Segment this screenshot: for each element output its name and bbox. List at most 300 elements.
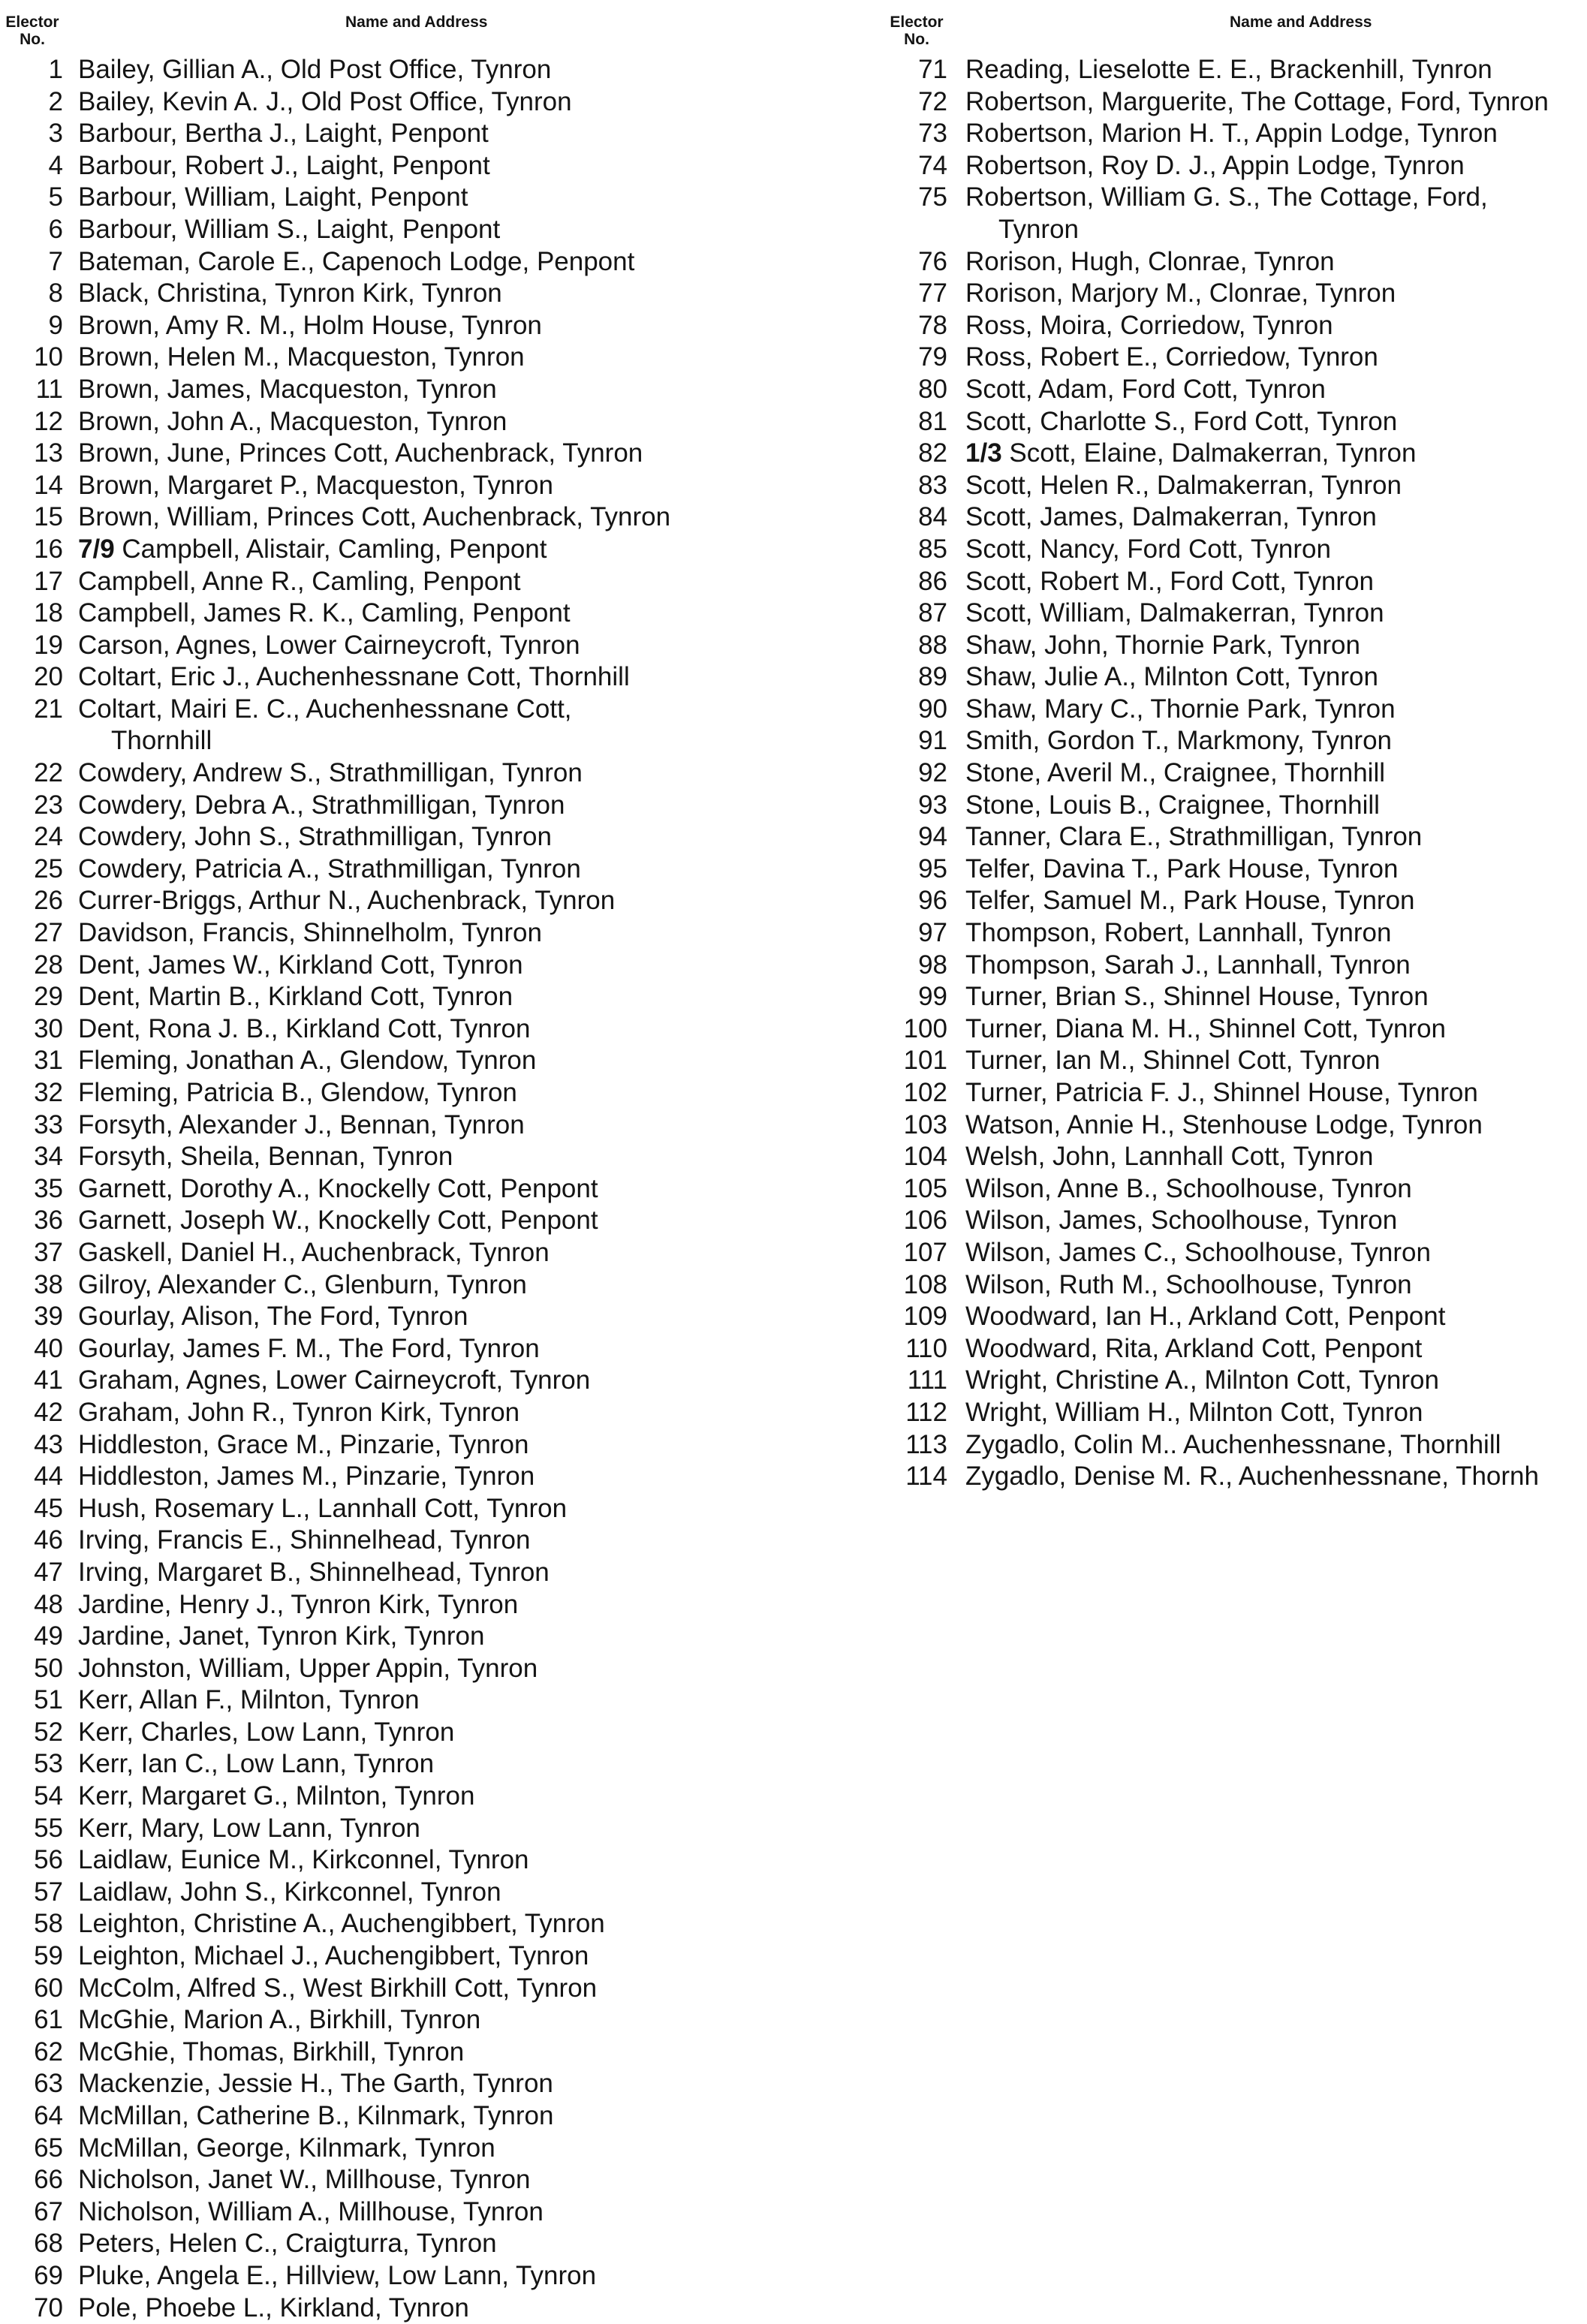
- elector-entry: [0, 1269, 856, 1302]
- elector-text: Johnston, William, Upper Appin, Tynron: [78, 1653, 538, 1683]
- elector-number: 92: [918, 758, 947, 788]
- elector-text: Gilroy, Alexander C., Glenburn, Tynron: [78, 1269, 527, 1299]
- elector-number: 40: [34, 1333, 63, 1363]
- elector-text: Barbour, Robert J., Laight, Penpont: [78, 150, 490, 180]
- elector-text: Forsyth, Sheila, Bennan, Tynron: [78, 1142, 453, 1172]
- elector-number: 110: [905, 1333, 947, 1363]
- elector-text: Dent, James W., Kirkland Cott, Tynron: [78, 950, 523, 980]
- elector-text: Tanner, Clara E., Strathmilligan, Tynron: [965, 822, 1423, 852]
- elector-name-address: [965, 501, 1575, 534]
- elector-number: 104: [903, 1142, 947, 1172]
- elector-name-address: [78, 566, 856, 598]
- elector-number: 72: [918, 86, 947, 116]
- elector-name-address: [78, 406, 856, 438]
- elector-number: 78: [918, 310, 947, 340]
- elector-number: 20: [34, 662, 63, 692]
- elector-number: 106: [903, 1206, 947, 1236]
- elector-name-address: [965, 694, 1575, 726]
- elector-entry: [884, 406, 1575, 438]
- elector-number: 60: [34, 1973, 63, 2003]
- elector-text: Nicholson, William A., Millhouse, Tynron: [78, 2196, 544, 2226]
- elector-text: Campbell, Alistair, Camling, Penpont: [114, 534, 547, 564]
- elector-text: Garnett, Joseph W., Knockelly Cott, Penpont: [78, 1206, 598, 1236]
- no-label: No.: [904, 31, 929, 48]
- elector-number: 32: [34, 1078, 63, 1107]
- elector-number: 29: [34, 982, 63, 1012]
- elector-entry: [0, 1109, 856, 1142]
- elector-number: 56: [34, 1845, 63, 1875]
- elector-text: Kerr, Mary, Low Lann, Tynron: [78, 1813, 420, 1843]
- elector-number: 35: [34, 1173, 63, 1203]
- elector-entry: [0, 757, 856, 790]
- elector-name-address: [965, 821, 1575, 853]
- elector-number: 3: [48, 119, 63, 149]
- elector-number: 41: [34, 1365, 63, 1395]
- elector-text: Thompson, Sarah J., Lannhall, Tynron: [965, 950, 1411, 980]
- elector-number: 75: [918, 182, 947, 212]
- elector-name-address: [965, 1397, 1575, 1429]
- elector-number: 105: [903, 1173, 947, 1203]
- elector-number: 5: [48, 182, 63, 212]
- elector-name-address: [965, 1269, 1575, 1302]
- elector-text: Wilson, Anne B., Schoolhouse, Tynron: [965, 1173, 1412, 1203]
- elector-text: Forsyth, Alexander J., Bennan, Tynron: [78, 1109, 525, 1139]
- elector-number: 49: [34, 1621, 63, 1651]
- elector-name-address: [78, 470, 856, 502]
- elector-text: Robertson, Marguerite, The Cottage, Ford, Tynron: [965, 86, 1549, 116]
- elector-number: 93: [918, 790, 947, 820]
- elector-number: 17: [34, 566, 63, 596]
- elector-text: Barbour, Bertha J., Laight, Penpont: [78, 119, 489, 149]
- elector-number: 6: [48, 214, 63, 244]
- elector-entry: [884, 534, 1575, 566]
- elector-number: 7: [48, 246, 63, 276]
- elector-name-address: [78, 917, 856, 950]
- elector-entry: [884, 501, 1575, 534]
- elector-text: Garnett, Dorothy A., Knockelly Cott, Penpont: [78, 1173, 598, 1203]
- elector-text: Irving, Margaret B., Shinnelhead, Tynron: [78, 1557, 550, 1587]
- elector-number: 14: [34, 470, 63, 500]
- elector-number: 31: [34, 1046, 63, 1076]
- elector-text: Currer-Briggs, Arthur N., Auchenbrack, Tynron: [78, 886, 616, 916]
- elector-number: 34: [34, 1142, 63, 1172]
- elector-name-address: [965, 598, 1575, 630]
- elector-entry: [0, 1973, 856, 2005]
- elector-number: 103: [903, 1109, 947, 1139]
- elector-number: 94: [918, 822, 947, 852]
- elector-number: 36: [34, 1206, 63, 1236]
- elector-text: Woodward, Rita, Arkland Cott, Penpont: [965, 1333, 1423, 1363]
- elector-text: Laidlaw, Eunice M., Kirkconnel, Tynron: [78, 1845, 529, 1875]
- elector-entry: [0, 278, 856, 310]
- elector-entry: [884, 1077, 1575, 1109]
- elector-name-address: [78, 853, 856, 886]
- elector-text: Brown, William, Princes Cott, Auchenbrack, Tynron: [78, 502, 671, 532]
- elector-name-address: [78, 1237, 856, 1269]
- elector-entry: [884, 598, 1575, 630]
- elector-text: Thompson, Robert, Lannhall, Tynron: [965, 918, 1392, 948]
- elector-entry: [884, 374, 1575, 406]
- elector-text: Kerr, Margaret G., Milnton, Tynron: [78, 1781, 475, 1811]
- elector-text: McMillan, Catherine B., Kilnmark, Tynron: [78, 2101, 554, 2130]
- elector-text: Campbell, Anne R., Camling, Penpont: [78, 566, 521, 596]
- elector-entry: [0, 1173, 856, 1206]
- elector-entry: [884, 1013, 1575, 1046]
- elector-text: Gourlay, Alison, The Ford, Tynron: [78, 1302, 468, 1332]
- right-entry-list: [884, 54, 1575, 1493]
- elector-number: 114: [905, 1462, 947, 1492]
- elector-number: 11: [35, 374, 63, 404]
- elector-entry: [0, 1844, 856, 1877]
- elector-text: Turner, Ian M., Shinnel Cott, Tynron: [965, 1046, 1381, 1076]
- elector-entry: [884, 566, 1575, 598]
- elector-number: 86: [918, 566, 947, 596]
- elector-entry: [884, 342, 1575, 374]
- elector-entry: [884, 246, 1575, 278]
- elector-text: Bailey, Gillian A., Old Post Office, Tynron: [78, 55, 552, 84]
- elector-entry: [0, 182, 856, 214]
- elector-name-address: [78, 1077, 856, 1109]
- elector-text: Scott, Robert M., Ford Cott, Tynron: [965, 566, 1375, 596]
- elector-number: 15: [34, 502, 63, 532]
- elector-entry: [0, 821, 856, 853]
- elector-entry: [0, 1365, 856, 1397]
- elector-text: Telfer, Davina T., Park House, Tynron: [965, 853, 1399, 884]
- elector-name-address: [965, 885, 1575, 917]
- right-column: [884, 11, 1575, 1493]
- elector-name-address: [78, 1173, 856, 1206]
- elector-number: 2: [48, 86, 63, 116]
- elector-name-address: [78, 246, 856, 278]
- elector-entry: [884, 853, 1575, 886]
- elector-number: 83: [918, 470, 947, 500]
- elector-entry: [0, 694, 856, 757]
- elector-name-address: [78, 2260, 856, 2292]
- elector-entry: [0, 1013, 856, 1046]
- elector-name-address: [78, 1429, 856, 1462]
- elector-entry: [884, 1461, 1575, 1493]
- elector-number: 65: [34, 2133, 63, 2163]
- elector-name-address: [78, 1365, 856, 1397]
- elector-entry: [884, 885, 1575, 917]
- elector-entry: [0, 2292, 856, 2324]
- elector-entry: [0, 1237, 856, 1269]
- elector-marker: 1/3: [965, 438, 1002, 468]
- elector-text: Cowdery, Patricia A., Strathmilligan, Tynron: [78, 853, 581, 884]
- elector-name-address: [78, 310, 856, 342]
- elector-text: Shaw, John, Thornie Park, Tynron: [965, 630, 1360, 660]
- elector-number: 113: [905, 1429, 947, 1459]
- elector-entry: [0, 1205, 856, 1237]
- elector-number: 44: [34, 1462, 63, 1492]
- elector-text: Zygadlo, Colin M.. Auchenhessnane, Thornhill: [965, 1429, 1501, 1459]
- elector-text: Laidlaw, John S., Kirkconnel, Tynron: [78, 1877, 501, 1907]
- elector-address-continuation: Thornhill: [111, 726, 212, 756]
- elector-entry: [0, 566, 856, 598]
- elector-entry: [0, 1397, 856, 1429]
- left-column-header: [0, 11, 856, 54]
- elector-entry: [884, 630, 1575, 662]
- elector-text: Wright, Christine A., Milnton Cott, Tynron: [965, 1365, 1439, 1395]
- elector-entry: [884, 661, 1575, 694]
- elector-number: 81: [918, 406, 947, 436]
- elector-name-address: [78, 1045, 856, 1077]
- elector-name-address: [78, 1461, 856, 1493]
- elector-no-heading: [884, 14, 949, 48]
- elector-text: Hush, Rosemary L., Lannhall Cott, Tynron: [78, 1493, 568, 1523]
- elector-name-address: [78, 950, 856, 982]
- elector-number: 21: [34, 694, 63, 724]
- elector-entry: [884, 981, 1575, 1013]
- elector-text: Jardine, Henry J., Tynron Kirk, Tynron: [78, 1589, 519, 1619]
- elector-number: 27: [34, 918, 63, 948]
- elector-name-address: [965, 534, 1575, 566]
- elector-entry: [0, 438, 856, 470]
- elector-text: Gaskell, Daniel H., Auchenbrack, Tynron: [78, 1237, 550, 1267]
- elector-number: 79: [918, 342, 947, 372]
- elector-name-address: [965, 1333, 1575, 1365]
- elector-number: 73: [918, 119, 947, 149]
- elector-text: Brown, Helen M., Macqueston, Tynron: [78, 342, 525, 372]
- elector-text: Barbour, William, Laight, Penpont: [78, 182, 468, 212]
- elector-entry: [884, 278, 1575, 310]
- elector-entry: [0, 2037, 856, 2069]
- elector-text: Scott, Helen R., Dalmakerran, Tynron: [965, 470, 1402, 500]
- elector-text: Wright, William H., Milnton Cott, Tynron: [965, 1397, 1423, 1427]
- elector-number: 66: [34, 2165, 63, 2195]
- elector-label: Elector: [890, 14, 944, 31]
- elector-entry: [884, 1397, 1575, 1429]
- elector-name-address: [78, 1557, 856, 1589]
- elector-text: Telfer, Samuel M., Park House, Tynron: [965, 886, 1415, 916]
- elector-text: Robertson, Roy D. J., Appin Lodge, Tynron: [965, 150, 1465, 180]
- elector-entry: [0, 1461, 856, 1493]
- elector-entry: [0, 1813, 856, 1845]
- elector-entry: [884, 1045, 1575, 1077]
- elector-entry: [884, 118, 1575, 150]
- elector-number: 8: [48, 278, 63, 309]
- elector-number: 96: [918, 886, 947, 916]
- elector-name-address: [965, 1237, 1575, 1269]
- elector-number: 58: [34, 1909, 63, 1939]
- elector-entry: [0, 1684, 856, 1717]
- elector-entry: [0, 501, 856, 534]
- elector-text: Nicholson, Janet W., Millhouse, Tynron: [78, 2165, 531, 2195]
- elector-name-address: [78, 118, 856, 150]
- elector-number: 23: [34, 790, 63, 820]
- elector-number: 71: [918, 55, 947, 84]
- elector-entry: [0, 630, 856, 662]
- elector-name-address: [78, 1653, 856, 1685]
- elector-text: Scott, Charlotte S., Ford Cott, Tynron: [965, 406, 1398, 436]
- elector-name-address: [965, 470, 1575, 502]
- elector-name-address: [78, 757, 856, 790]
- elector-number: 54: [34, 1781, 63, 1811]
- elector-name-address: [78, 150, 856, 182]
- elector-entry: [0, 2068, 856, 2100]
- elector-entry: [0, 1525, 856, 1557]
- elector-number: 48: [34, 1589, 63, 1619]
- elector-number: 70: [34, 2292, 63, 2322]
- elector-name-address: [965, 757, 1575, 790]
- elector-number: 47: [34, 1557, 63, 1587]
- elector-name-address: [78, 2164, 856, 2196]
- elector-text: Rorison, Marjory M., Clonrae, Tynron: [965, 278, 1396, 309]
- elector-number: 85: [918, 534, 947, 564]
- elector-text: McGhie, Thomas, Birkhill, Tynron: [78, 2037, 465, 2067]
- elector-entry: [0, 885, 856, 917]
- elector-number: 89: [918, 662, 947, 692]
- elector-name-address: [965, 438, 1575, 470]
- elector-entry: [0, 2164, 856, 2196]
- elector-number: 39: [34, 1302, 63, 1332]
- elector-entry: [884, 1333, 1575, 1365]
- elector-text: Graham, Agnes, Lower Cairneycroft, Tynron: [78, 1365, 591, 1395]
- elector-text: Hiddleston, Grace M., Pinzarie, Tynron: [78, 1429, 529, 1459]
- elector-name-address: [965, 278, 1575, 310]
- elector-number: 4: [48, 150, 63, 180]
- elector-name-address: [965, 630, 1575, 662]
- elector-number: 46: [34, 1525, 63, 1555]
- elector-number: 24: [34, 822, 63, 852]
- elector-entry: [0, 2133, 856, 2165]
- elector-entry: [0, 1940, 856, 1973]
- elector-entry: [0, 86, 856, 119]
- elector-text: Scott, Adam, Ford Cott, Tynron: [965, 374, 1326, 404]
- elector-name-address: [965, 118, 1575, 150]
- elector-entry: [0, 1045, 856, 1077]
- elector-name-address: [965, 853, 1575, 886]
- elector-name-address: [78, 790, 856, 822]
- elector-number: 74: [918, 150, 947, 180]
- elector-text: Peters, Helen C., Craigturra, Tynron: [78, 2229, 497, 2259]
- elector-entry: [0, 374, 856, 406]
- elector-text: Robertson, Marion H. T., Appin Lodge, Tynron: [965, 119, 1498, 149]
- elector-entry: [0, 1748, 856, 1781]
- elector-name-address: [78, 1717, 856, 1749]
- elector-text: Brown, Amy R. M., Holm House, Tynron: [78, 310, 542, 340]
- elector-entry: [884, 54, 1575, 86]
- elector-name-address: [78, 1813, 856, 1845]
- elector-name-address: [78, 2004, 856, 2037]
- elector-text: Woodward, Ian H., Arkland Cott, Penpont: [965, 1302, 1446, 1332]
- elector-entry: [884, 821, 1575, 853]
- elector-name-address: [965, 1077, 1575, 1109]
- elector-number: 42: [34, 1397, 63, 1427]
- elector-number: 9: [48, 310, 63, 340]
- elector-entry: [884, 757, 1575, 790]
- elector-number: 53: [34, 1749, 63, 1779]
- elector-entry: [884, 150, 1575, 182]
- elector-text: Leighton, Michael J., Auchengibbert, Tynron: [78, 1941, 589, 1971]
- elector-name-address: [965, 1301, 1575, 1333]
- elector-text: Jardine, Janet, Tynron Kirk, Tynron: [78, 1621, 485, 1651]
- elector-name-address: [78, 2133, 856, 2165]
- elector-name-address: [78, 1877, 856, 1909]
- elector-name-address: [78, 86, 856, 119]
- elector-text: Kerr, Charles, Low Lann, Tynron: [78, 1717, 455, 1747]
- elector-name-address: [78, 661, 856, 694]
- elector-entry: [0, 150, 856, 182]
- elector-name-address: [78, 1908, 856, 1940]
- elector-name-address: [78, 1973, 856, 2005]
- elector-name-address: [78, 981, 856, 1013]
- elector-text: Stone, Louis B., Craignee, Thornhill: [965, 790, 1380, 820]
- elector-text: Wilson, James C., Schoolhouse, Tynron: [965, 1237, 1431, 1267]
- elector-entry: [0, 1589, 856, 1621]
- elector-text: Dent, Martin B., Kirkland Cott, Tynron: [78, 982, 513, 1012]
- elector-name-address: [78, 1940, 856, 1973]
- elector-number: 109: [903, 1302, 947, 1332]
- elector-name-address: [78, 1109, 856, 1142]
- elector-entry: [0, 2228, 856, 2260]
- name-address-heading: Name and Address: [345, 14, 488, 31]
- elector-entry: [0, 1877, 856, 1909]
- elector-name-address: [78, 2228, 856, 2260]
- elector-name-address: [78, 54, 856, 86]
- elector-name-address: [78, 1333, 856, 1365]
- elector-number: 55: [34, 1813, 63, 1843]
- elector-text: Hiddleston, James M., Pinzarie, Tynron: [78, 1462, 535, 1492]
- elector-name-address: [965, 150, 1575, 182]
- elector-entry: [884, 1141, 1575, 1173]
- elector-number: 97: [918, 918, 947, 948]
- elector-name-address: [78, 534, 856, 566]
- elector-name-address: [78, 278, 856, 310]
- elector-text: Ross, Moira, Corriedow, Tynron: [965, 310, 1333, 340]
- elector-entry: [884, 1269, 1575, 1302]
- elector-number: 51: [34, 1685, 63, 1715]
- elector-number: 84: [918, 502, 947, 532]
- elector-name-address: [78, 1301, 856, 1333]
- elector-number: 88: [918, 630, 947, 660]
- elector-name-address: [78, 182, 856, 214]
- elector-entry: [884, 790, 1575, 822]
- elector-entry: [884, 725, 1575, 757]
- elector-name-address: [78, 2068, 856, 2100]
- elector-entry: [0, 534, 856, 566]
- elector-number: 57: [34, 1877, 63, 1907]
- left-entry-list: [0, 54, 856, 2324]
- elector-text: Brown, John A., Macqueston, Tynron: [78, 406, 507, 436]
- elector-text: Dent, Rona J. B., Kirkland Cott, Tynron: [78, 1013, 531, 1043]
- elector-entry: [0, 2004, 856, 2037]
- elector-text: Wilson, James, Schoolhouse, Tynron: [965, 1206, 1398, 1236]
- elector-name-address: [78, 1844, 856, 1877]
- elector-text: Coltart, Eric J., Auchenhessnane Cott, Thornhill: [78, 662, 630, 692]
- elector-number: 1: [48, 55, 63, 84]
- elector-name-address: [78, 342, 856, 374]
- elector-number: 82: [918, 438, 947, 468]
- elector-entry: [0, 1301, 856, 1333]
- elector-number: 91: [918, 726, 947, 756]
- elector-text: Graham, John R., Tynron Kirk, Tynron: [78, 1397, 520, 1427]
- elector-number: 45: [34, 1493, 63, 1523]
- elector-entry: [0, 950, 856, 982]
- elector-text: Brown, James, Macqueston, Tynron: [78, 374, 497, 404]
- elector-text: Fleming, Jonathan A., Glendow, Tynron: [78, 1046, 537, 1076]
- elector-number: 64: [34, 2101, 63, 2130]
- elector-text: Turner, Brian S., Shinnel House, Tynron: [965, 982, 1429, 1012]
- elector-text: Campbell, James R. K., Camling, Penpont: [78, 598, 571, 628]
- elector-entry: [0, 2100, 856, 2133]
- elector-name-address: [78, 1781, 856, 1813]
- elector-number: 50: [34, 1653, 63, 1683]
- elector-name-address: [965, 725, 1575, 757]
- elector-number: 28: [34, 950, 63, 980]
- elector-name-address: [78, 1269, 856, 1302]
- elector-name-address: [965, 1173, 1575, 1206]
